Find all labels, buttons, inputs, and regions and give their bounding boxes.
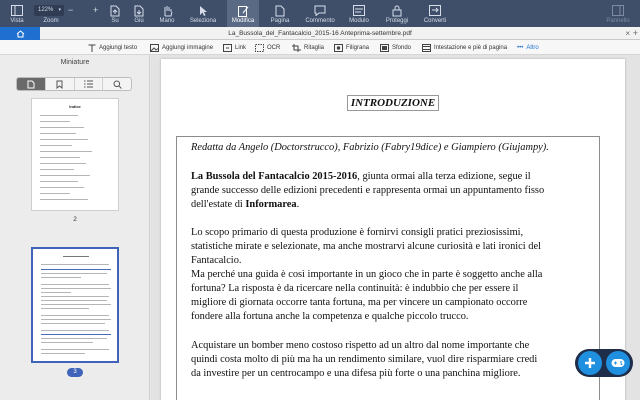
document-tab[interactable]: La_Bussola_del_Fantacalcio_2015-16 Anteprima-settembre.pdf <box>228 30 412 37</box>
more-dots-icon: ••• <box>517 44 524 51</box>
zoom-value: 122% <box>38 7 54 13</box>
panel-button[interactable] <box>603 0 633 27</box>
comment-label: Commento <box>305 18 335 24</box>
paragraph-line: statistiche mirate e selezionate, ma anche mostrarvi alcune curiosità e lati ironici del <box>191 241 541 252</box>
page-icon <box>265 4 295 17</box>
add-image-label: Aggiungi immagine <box>162 44 214 51</box>
page-thumbnail-3[interactable] <box>31 247 119 363</box>
comment-icon <box>304 4 336 17</box>
page-heading <box>161 93 625 111</box>
home-icon <box>16 30 25 38</box>
crop-label: Ritaglia <box>304 44 325 51</box>
add-image-button[interactable] <box>150 40 213 55</box>
list-icon <box>84 80 93 88</box>
select-tool-button[interactable] <box>188 0 218 27</box>
background-button[interactable] <box>380 40 411 55</box>
paragraph-line: Fantacalcio. <box>191 255 242 266</box>
hand-icon <box>152 4 182 17</box>
more-label: Altro <box>526 44 539 51</box>
image-icon <box>150 44 159 52</box>
form-icon <box>344 4 374 17</box>
paragraph-line: Ma perché una guida è così importante in un gioco che in parte è soggetto anche alla <box>191 269 543 280</box>
paragraph-line: dell'estate di Informarea. <box>191 199 300 210</box>
ocr-button[interactable] <box>255 40 280 55</box>
paragraph-line: migliore di giornata occorre tanta fortuna, ma per vincere un campionato occorre <box>191 297 528 308</box>
zoom-out-button[interactable]: − <box>68 5 74 15</box>
page-tool-button[interactable] <box>265 0 295 27</box>
text-t-icon <box>88 44 96 52</box>
header-footer-button[interactable] <box>422 40 507 55</box>
floating-widget <box>575 349 633 377</box>
form-label: Modulo <box>349 18 369 24</box>
paragraph-line: Lo scopo primario di questa produzione è fornirvi consigli pratici preziosissimi, <box>191 227 524 238</box>
vista-button[interactable] <box>2 0 32 27</box>
gamepad-icon <box>611 358 625 368</box>
panel-label: Pannello <box>606 18 630 24</box>
crop-button[interactable] <box>292 40 324 55</box>
comment-tool-button[interactable] <box>304 0 336 27</box>
background-icon <box>380 44 389 52</box>
tab-outline[interactable] <box>75 78 104 90</box>
select-label: Seleziona <box>189 18 217 24</box>
add-text-button[interactable] <box>88 40 137 55</box>
sidebar-title: Miniature <box>60 59 90 66</box>
paragraph-line: Acquistare un bomber meno costoso rispetto ad un altro dal nome importante che <box>191 340 530 351</box>
convert-label: Converti <box>423 18 447 24</box>
crop-icon <box>292 44 301 52</box>
page-down-icon <box>124 4 154 17</box>
pdf-page[interactable] <box>161 59 625 400</box>
floating-gamepad-button[interactable] <box>606 351 630 375</box>
paragraph-line: quindi costa molto di più ma ha un rendimento similare, vuol dire risparmiare credi <box>191 354 538 365</box>
edit-icon <box>227 4 259 17</box>
protect-tool-button[interactable] <box>382 0 412 27</box>
plus-icon <box>584 357 596 369</box>
link-button[interactable] <box>223 40 246 55</box>
bold-title: La Bussola del Fantacalcio 2015-2016 <box>191 171 358 182</box>
tab-thumbnails[interactable] <box>17 78 46 90</box>
tab-bar <box>0 27 640 40</box>
background-label: Sfondo <box>392 44 412 51</box>
page-up-label: Su <box>111 18 119 24</box>
credits-line: Redatta da Angelo (Doctorstrucco), Fabrizio (Fabry19dice) e Giampiero (Giujampy). <box>191 142 549 153</box>
page-thumbnail-icon <box>27 80 35 89</box>
header-footer-icon <box>422 44 431 52</box>
add-tab-icon[interactable]: + <box>632 28 638 38</box>
more-button[interactable] <box>517 40 539 55</box>
main-toolbar <box>0 0 640 27</box>
add-text-label: Aggiungi testo <box>99 44 138 51</box>
lock-icon <box>382 4 412 17</box>
form-tool-button[interactable] <box>344 0 374 27</box>
panel-icon <box>603 4 633 17</box>
paragraph-line: fortuna? La risposta è da ricercare nella continuità: è indubbio che per essere il <box>191 283 519 294</box>
page-thumbnail-2[interactable] <box>31 98 119 211</box>
tab-search[interactable] <box>103 78 131 90</box>
watermark-label: Filigrana <box>346 44 370 51</box>
zoom-in-button[interactable]: + <box>93 5 99 15</box>
bookmark-icon <box>56 80 63 89</box>
watermark-icon <box>334 44 343 52</box>
page-number-3-badge: 3 <box>67 368 83 377</box>
convert-icon <box>420 4 450 17</box>
convert-tool-button[interactable] <box>420 0 450 27</box>
protect-label: Proteggi <box>385 18 409 24</box>
hand-tool-button[interactable] <box>152 0 182 27</box>
edit-toolbar <box>0 40 640 55</box>
heading-text: INTRODUZIONE <box>347 95 439 111</box>
thumbnails-sidebar <box>0 55 150 400</box>
cursor-arrow-icon <box>188 4 218 17</box>
page-label: Pagina <box>270 18 290 24</box>
paragraph-line: grande successo delle edizioni precedenti e rappresenta ormai un appuntamento fisso <box>191 185 545 196</box>
ocr-label: OCR <box>267 44 281 51</box>
page-down-label: Giù <box>134 18 144 24</box>
page-number-2: 2 <box>73 216 77 223</box>
close-tab-icon[interactable]: × <box>625 29 630 38</box>
floating-plus-button[interactable] <box>578 351 602 375</box>
thumbnail-2-title: Indice <box>69 104 81 109</box>
edit-label: Modifica <box>231 18 255 24</box>
document-viewer[interactable] <box>151 55 640 400</box>
hand-label: Mano <box>159 18 175 24</box>
ocr-icon <box>255 44 264 52</box>
tab-bookmarks[interactable] <box>46 78 75 90</box>
paragraph-line: da investire per un centrocampo e una difesa più forte o una panchina migliore. <box>191 368 521 379</box>
link-label: Link <box>235 44 247 51</box>
link-icon <box>223 44 232 52</box>
vista-label: Vista <box>10 18 24 24</box>
chevron-down-icon: ▾ <box>58 7 61 13</box>
sidebar-panel-tabs <box>16 77 132 91</box>
edit-tool-button[interactable] <box>227 0 259 27</box>
zoom-group <box>36 0 66 27</box>
zoom-label: Zoom <box>43 18 59 24</box>
search-icon <box>113 80 122 89</box>
watermark-button[interactable] <box>334 40 369 55</box>
paragraph-line: fondere alla fortuna anche la competenza e qualche piccolo trucco. <box>191 311 469 322</box>
home-tab[interactable] <box>0 27 40 40</box>
sidebar-view-icon <box>2 4 32 17</box>
paragraph-line: La Bussola del Fantacalcio 2015-2016, giunta ormai alla terza edizione, segue il <box>191 171 531 182</box>
header-footer-label: Intestazione e piè di pagina <box>434 44 508 51</box>
